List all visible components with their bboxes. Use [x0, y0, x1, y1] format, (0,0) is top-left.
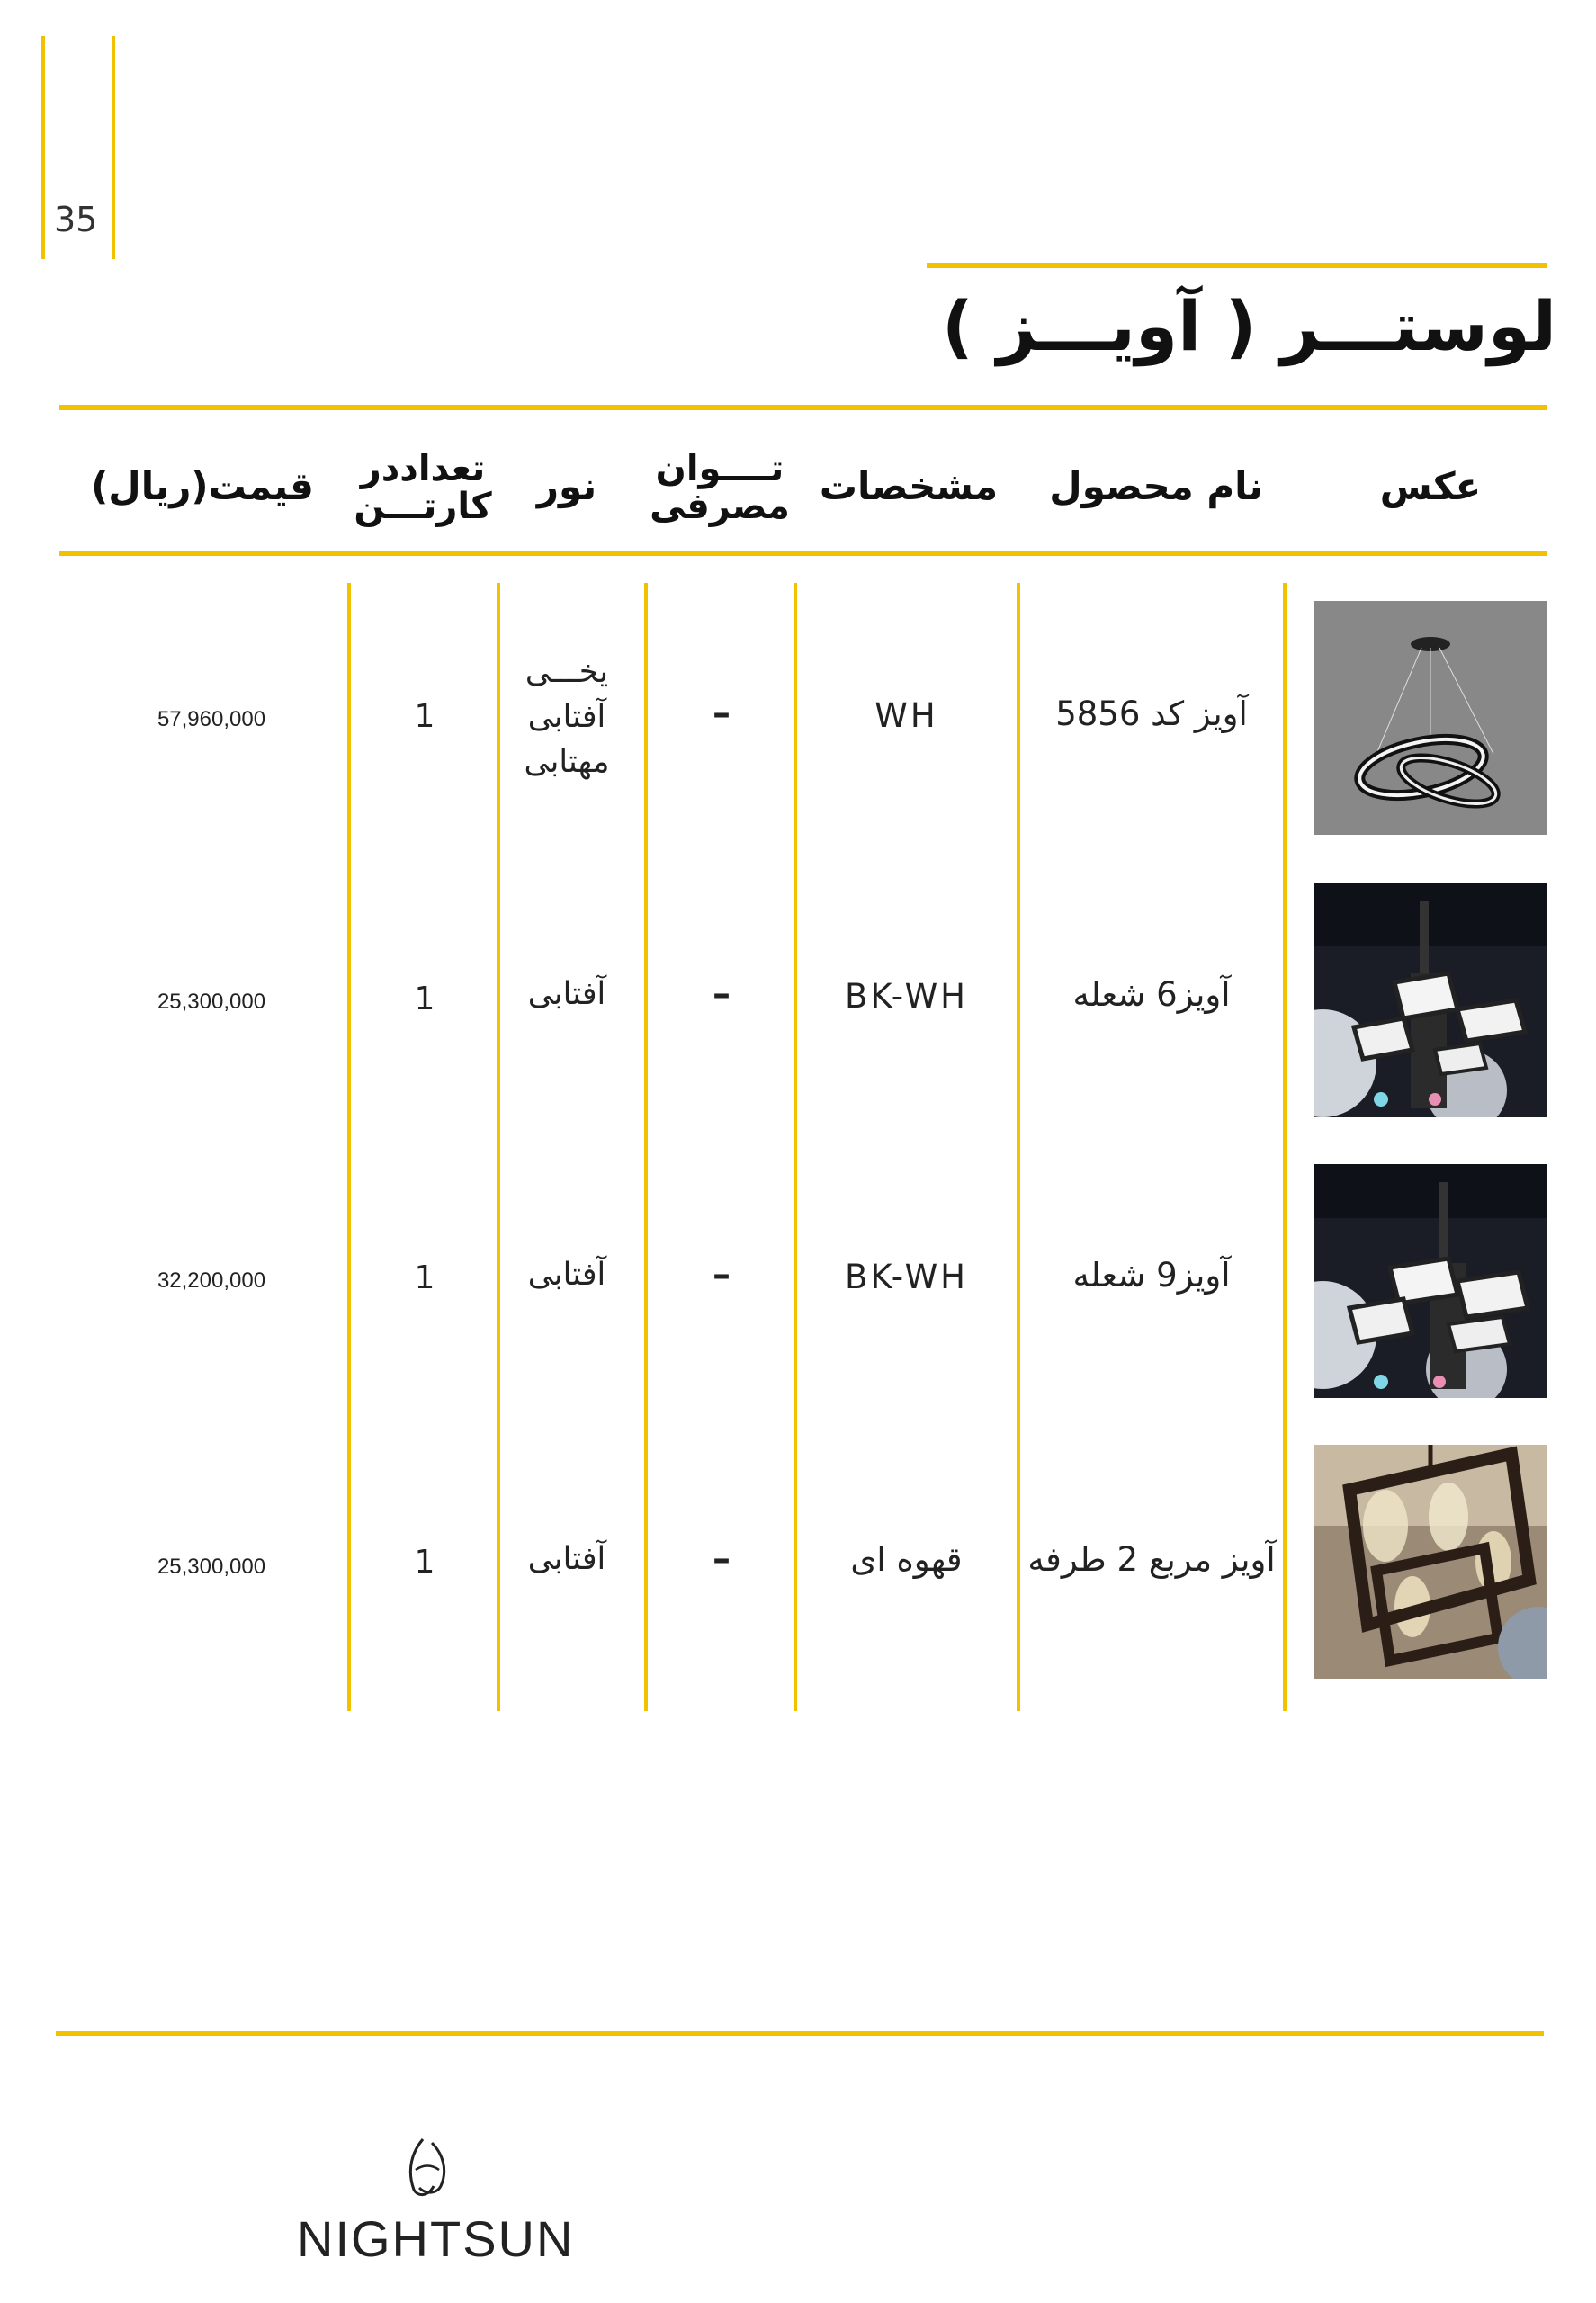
- square-frame-pendant-photo: [1314, 1445, 1547, 1679]
- light-option: آفتابی: [527, 1257, 606, 1293]
- header-power: [648, 450, 792, 525]
- product-light: [504, 1252, 630, 1297]
- column-divider: [1017, 583, 1020, 1711]
- footer-rule: [56, 2031, 1544, 2036]
- header-bottom-rule: [59, 551, 1547, 556]
- product-power: –: [713, 1254, 731, 1295]
- product-name: آویز9 شعله: [1072, 1256, 1231, 1295]
- six-panel-pendant-photo: [1314, 883, 1547, 1117]
- product-power: –: [713, 1538, 731, 1580]
- product-light: [504, 1537, 630, 1582]
- product-power: –: [713, 973, 731, 1015]
- brand-name: NIGHTSUN: [297, 2210, 575, 2267]
- product-quantity: 1: [414, 1544, 435, 1581]
- product-price: 57,960,000: [157, 707, 266, 731]
- header-quantity-line1: تعدادد‌ر: [360, 448, 486, 489]
- header-top-rule: [59, 405, 1547, 410]
- column-divider: [347, 583, 351, 1711]
- header-quantity: [346, 450, 499, 525]
- title-top-rule: [927, 263, 1547, 268]
- header-quantity-line2: کارتـــن: [354, 486, 492, 527]
- product-light: [504, 650, 630, 784]
- product-spec: قهوه ای: [850, 1540, 963, 1579]
- product-name: آویز6 شعله: [1072, 975, 1231, 1014]
- light-option: مهتابی: [524, 744, 610, 780]
- product-quantity: 1: [414, 981, 435, 1017]
- product-name: آویز کد 5856: [1055, 694, 1248, 733]
- column-divider: [644, 583, 648, 1711]
- product-power: –: [713, 693, 731, 734]
- header-spec: مشخصات: [819, 464, 999, 508]
- product-name: آویز مربع 2 طرفه: [1027, 1540, 1276, 1579]
- light-option: یخـــی: [525, 654, 609, 690]
- header-product-name: نام محصول: [1049, 464, 1263, 508]
- product-light: [504, 972, 630, 1017]
- nightsun-logo-icon: [396, 2134, 459, 2202]
- header-price: قیمت(ریال): [91, 464, 314, 508]
- light-option: آفتابی: [527, 976, 606, 1012]
- header-light: نور: [536, 464, 597, 508]
- column-divider: [1283, 583, 1287, 1711]
- product-quantity: 1: [414, 698, 435, 735]
- header-power-line2: مصرفی: [650, 486, 790, 527]
- header-photo: عکس: [1379, 464, 1482, 508]
- light-option: آفتابی: [527, 1541, 606, 1577]
- ring-pendant-photo: [1314, 601, 1547, 835]
- product-spec: BK-WH: [844, 977, 969, 1016]
- product-spec: BK-WH: [844, 1258, 969, 1296]
- product-price: 25,300,000: [157, 990, 266, 1014]
- page-number: 35: [54, 200, 98, 239]
- header-power-line1: تــــوان: [655, 448, 785, 489]
- page-margin-line-left: [41, 36, 45, 259]
- column-divider: [794, 583, 797, 1711]
- section-title: لوستـــر ( آویـــز ): [941, 286, 1556, 366]
- nine-panel-pendant-photo: [1314, 1164, 1547, 1398]
- product-price: 25,300,000: [157, 1555, 266, 1579]
- product-quantity: 1: [414, 1259, 435, 1296]
- page-margin-line-right: [112, 36, 115, 259]
- column-divider: [497, 583, 500, 1711]
- product-price: 32,200,000: [157, 1268, 266, 1293]
- product-spec: WH: [874, 696, 938, 735]
- light-option: آفتابی: [527, 699, 606, 735]
